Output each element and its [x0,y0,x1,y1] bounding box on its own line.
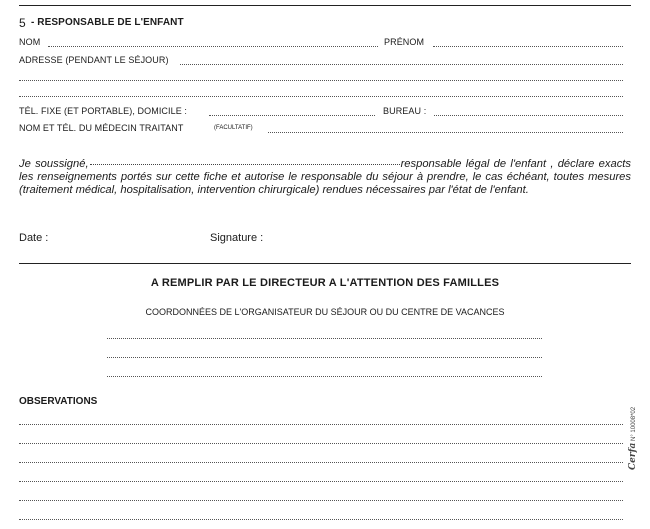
cerfa-code: N° 10008*02 [631,406,637,441]
tel-field[interactable] [209,115,375,116]
observations-line-3[interactable] [19,462,623,463]
middle-rule [19,263,631,264]
medecin-field[interactable] [268,132,623,133]
adresse-field-2[interactable] [19,80,623,81]
medecin-label: NOM ET TÉL. DU MÉDECIN TRAITANT [19,123,184,133]
declaration-prefix: Je soussigné, [19,158,89,170]
signature-label: Signature : [210,232,264,244]
organisateur-field-3[interactable] [107,376,542,377]
observations-line-2[interactable] [19,443,623,444]
date-label: Date : [19,232,49,244]
prenom-label: PRÉNOM [384,37,425,47]
adresse-label: ADRESSE (PENDANT LE SÉJOUR) [19,55,169,65]
adresse-field-3[interactable] [19,96,623,97]
prenom-field[interactable] [433,46,623,47]
tel-label: TÉL. FIXE (ET PORTABLE), DOMICILE : [19,106,188,116]
nom-field[interactable] [48,46,378,47]
bureau-field[interactable] [434,115,623,116]
declaration-suffix: responsable légal de l'enfant , déclare exacts les renseignements portés sur cette fiche et autorise le responsable du séjour à prendre, le cas échéant, toutes mesures (traitement médical, hospitalisation, intervention chirurgicale) rendues nécessaires par l'état de l'enfant. [19,158,631,197]
cerfa-brand: Cerfa [628,442,638,470]
declaration-text [19,158,631,198]
medecin-note: (FACULTATIF) [214,125,253,131]
observations-line-5[interactable] [19,500,623,501]
cerfa-side-print [628,407,638,470]
top-rule [19,5,631,6]
section-number: 5 [19,16,26,30]
observations-line-6[interactable] [19,519,623,520]
section-title: - RESPONSABLE DE L'ENFANT [31,17,184,28]
organisateur-field-2[interactable] [107,357,542,358]
director-subtitle: COORDONNÉES DE L'ORGANISATEUR DU SÉJOUR OU DU CENTRE DE VACANCES [145,307,505,317]
declarant-name-field[interactable] [90,164,400,165]
adresse-field-1[interactable] [180,64,623,65]
nom-label: NOM [19,37,41,47]
organisateur-field-1[interactable] [107,338,542,339]
observations-line-4[interactable] [19,481,623,482]
observations-label: OBSERVATIONS [19,396,98,407]
director-title: A REMPLIR PAR LE DIRECTEUR A L'ATTENTION DES FAMILLES [150,277,500,289]
bureau-label: BUREAU : [383,106,427,116]
observations-line-1[interactable] [19,424,623,425]
